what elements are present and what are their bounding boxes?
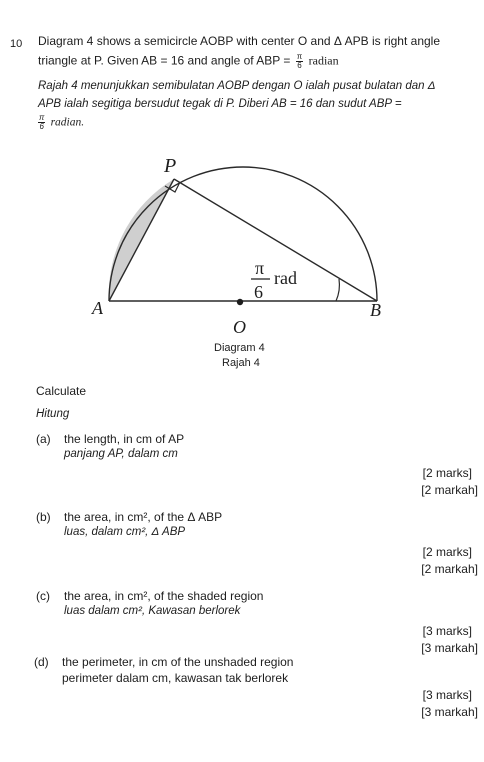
intro-en-text1: Diagram 4 shows a semicircle AOBP with center O and [38, 34, 331, 48]
angle-fraction-ms [38, 114, 45, 131]
intro-ms-radian: radian. [50, 116, 85, 129]
angle-fraction-den: 6 [297, 61, 302, 70]
angle-fraction-ms-den: 6 [39, 122, 44, 131]
semicircle-diagram [90, 140, 390, 340]
label-O: O [233, 317, 246, 337]
intro-ms-text1: Rajah 4 menunjukkan semibulatan AOBP dengan O ialah pusat bulatan dan [38, 80, 425, 92]
part-c-marks-ms: [3 markah] [421, 641, 478, 655]
part-d-marks-en: [3 marks] [422, 688, 472, 702]
intro-en-radian: radian [308, 53, 339, 68]
calculate-ms: Hitung [36, 408, 70, 420]
angle-label-num: π [255, 258, 265, 278]
label-A: A [92, 298, 103, 318]
angle-fraction-en [296, 53, 304, 70]
semicircle-arc [109, 167, 377, 301]
intro-en-line1 [38, 34, 440, 48]
calculate-en: Calculate [36, 384, 87, 398]
angle-fraction-ms-num: π [39, 113, 45, 122]
part-a-label: (a) [36, 432, 51, 446]
part-b-text-ms: luas, dalam cm², Δ ABP [64, 526, 186, 538]
angle-fraction-num: π [296, 52, 303, 61]
triangle-symbol: Δ [333, 34, 342, 48]
intro-en-line2 [38, 53, 339, 70]
part-a-marks-ms: [2 markah] [421, 483, 478, 497]
part-c-label: (c) [36, 589, 50, 603]
part-c-text-ms: luas dalam cm², Kawasan berlorek [64, 605, 241, 617]
part-a-text-ms: panjang AP, dalam cm [64, 448, 178, 460]
intro-ms-line2: APB ialah segitiga bersudut tegak di P. Diberi AB = 16 dan sudut ABP = [38, 98, 402, 110]
part-a-text-en: the length, in cm of AP [64, 432, 185, 446]
label-P: P [164, 155, 177, 177]
part-d-marks-ms: [3 markah] [421, 705, 478, 719]
part-d-label: (d) [34, 655, 49, 669]
part-a-marks-en: [2 marks] [422, 466, 472, 480]
intro-en-tail1: APB is right angle [344, 34, 441, 48]
part-b-marks-ms: [2 markah] [421, 562, 478, 576]
part-b-marks-en: [2 marks] [422, 545, 472, 559]
label-B: B [370, 300, 381, 320]
question-number: 10 [10, 38, 23, 50]
intro-ms-line1 [38, 80, 436, 92]
intro-ms-line3 [36, 114, 84, 131]
part-c-marks-en: [3 marks] [422, 624, 472, 638]
angle-label-den: 6 [254, 282, 263, 302]
angle-label-unit: rad [274, 268, 297, 288]
line-AP [109, 179, 174, 301]
diagram-caption-en: Diagram 4 [214, 342, 265, 354]
part-b-text-en: the area, in cm², of the Δ ABP [64, 510, 223, 524]
part-d-text-ms: perimeter dalam cm, kawasan tak berlorek [62, 671, 289, 685]
part-c-text-en: the area, in cm², of the shaded region [64, 589, 264, 603]
part-b-label: (b) [36, 510, 51, 524]
diagram-caption-ms: Rajah 4 [222, 357, 260, 369]
part-d-text-en: the perimeter, in cm of the unshaded region [62, 655, 294, 669]
angle-arc-B [336, 279, 339, 301]
intro-en-text2: triangle at P. Given AB = 16 and angle of ABP = [38, 53, 291, 68]
center-point-O [237, 299, 243, 305]
triangle-symbol-ms: Δ [427, 80, 436, 92]
